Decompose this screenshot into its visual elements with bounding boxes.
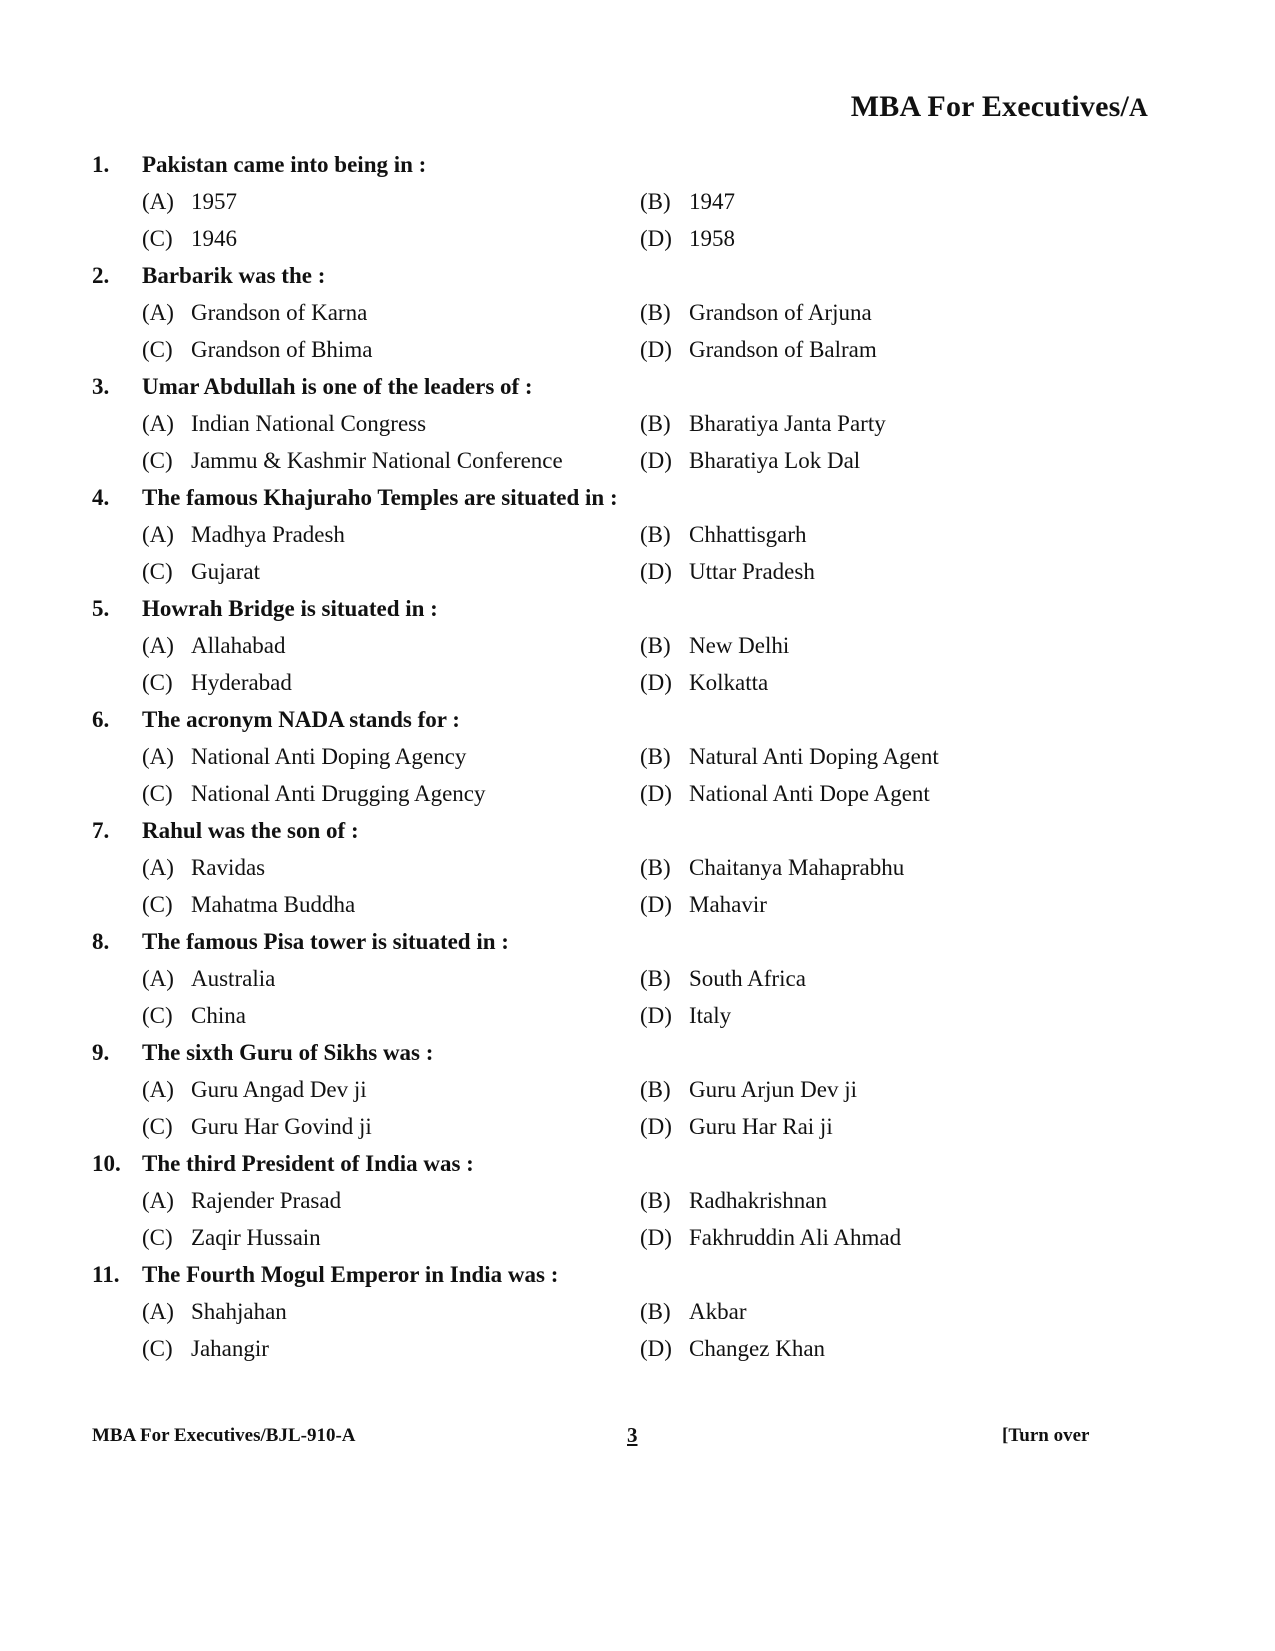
option-label: (B) bbox=[640, 189, 671, 214]
option-label: (C) bbox=[142, 781, 173, 806]
option-label: (C) bbox=[142, 1114, 173, 1139]
question-7 bbox=[0, 812, 1275, 923]
question-text: The Fourth Mogul Emperor in India was : bbox=[142, 1262, 559, 1287]
question-text: The sixth Guru of Sikhs was : bbox=[142, 1040, 434, 1065]
option-label: (C) bbox=[142, 892, 173, 917]
option-text: Chaitanya Mahaprabhu bbox=[689, 855, 905, 880]
option-label: (A) bbox=[142, 855, 174, 880]
question-text: The famous Pisa tower is situated in : bbox=[142, 929, 509, 954]
option-text: Uttar Pradesh bbox=[689, 559, 815, 584]
option-text: Chhattisgarh bbox=[689, 522, 807, 547]
question-1 bbox=[0, 146, 1275, 257]
option-text: Bharatiya Janta Party bbox=[689, 411, 886, 436]
question-text: Pakistan came into being in : bbox=[142, 152, 427, 177]
option-label: (A) bbox=[142, 189, 174, 214]
question-text: The third President of India was : bbox=[142, 1151, 474, 1176]
option-text: National Anti Dope Agent bbox=[689, 781, 930, 806]
question-9 bbox=[0, 1034, 1275, 1145]
option-label: (B) bbox=[640, 855, 671, 880]
question-text: The famous Khajuraho Temples are situated in : bbox=[142, 485, 618, 510]
footer-code: MBA For Executives/BJL-910-A bbox=[92, 1425, 356, 1446]
option-text: Guru Har Rai ji bbox=[689, 1114, 833, 1139]
turn-over-note: [Turn over bbox=[1002, 1425, 1090, 1446]
option-label: (B) bbox=[640, 744, 671, 769]
option-label: (D) bbox=[640, 1336, 672, 1361]
option-label: (C) bbox=[142, 1003, 173, 1028]
option-text: Fakhruddin Ali Ahmad bbox=[689, 1225, 902, 1250]
option-label: (A) bbox=[142, 522, 174, 547]
option-text: Australia bbox=[191, 966, 276, 991]
page-title bbox=[851, 90, 1148, 124]
option-text: 1957 bbox=[191, 189, 237, 214]
option-text: Ravidas bbox=[191, 855, 266, 880]
option-label: (C) bbox=[142, 1336, 173, 1361]
question-number: 6. bbox=[92, 707, 110, 732]
question-10 bbox=[0, 1145, 1275, 1256]
option-label: (D) bbox=[640, 781, 672, 806]
option-text: National Anti Drugging Agency bbox=[191, 781, 486, 806]
question-2 bbox=[0, 257, 1275, 368]
option-label: (B) bbox=[640, 966, 671, 991]
option-label: (B) bbox=[640, 300, 671, 325]
option-text: Jahangir bbox=[191, 1336, 269, 1361]
option-text: Shahjahan bbox=[191, 1299, 287, 1324]
option-label: (D) bbox=[640, 1114, 672, 1139]
option-label: (B) bbox=[640, 1299, 671, 1324]
option-text: Grandson of Arjuna bbox=[689, 300, 872, 325]
question-number: 9. bbox=[92, 1040, 110, 1065]
question-text: Barbarik was the : bbox=[142, 263, 326, 288]
question-number: 7. bbox=[92, 818, 110, 843]
question-text: Umar Abdullah is one of the leaders of : bbox=[142, 374, 533, 399]
question-number: 1. bbox=[92, 152, 110, 177]
question-11 bbox=[0, 1256, 1275, 1367]
option-label: (D) bbox=[640, 670, 672, 695]
option-text: Guru Arjun Dev ji bbox=[689, 1077, 858, 1102]
question-number: 4. bbox=[92, 485, 110, 510]
option-text: Radhakrishnan bbox=[689, 1188, 827, 1213]
option-text: Zaqir Hussain bbox=[191, 1225, 321, 1250]
option-text: Rajender Prasad bbox=[191, 1188, 342, 1213]
option-label: (B) bbox=[640, 1077, 671, 1102]
option-label: (D) bbox=[640, 892, 672, 917]
option-text: Hyderabad bbox=[191, 670, 292, 695]
question-text: The acronym NADA stands for : bbox=[142, 707, 460, 732]
option-label: (A) bbox=[142, 411, 174, 436]
option-text: Guru Angad Dev ji bbox=[191, 1077, 367, 1102]
option-text: Grandson of Balram bbox=[689, 337, 877, 362]
option-text: China bbox=[191, 1003, 246, 1028]
option-label: (C) bbox=[142, 670, 173, 695]
question-number: 2. bbox=[92, 263, 110, 288]
option-text: Changez Khan bbox=[689, 1336, 826, 1361]
option-label: (C) bbox=[142, 448, 173, 473]
title-suffix: A bbox=[1129, 93, 1148, 122]
question-4 bbox=[0, 479, 1275, 590]
option-text: Grandson of Karna bbox=[191, 300, 368, 325]
question-number: 11. bbox=[92, 1262, 120, 1287]
option-label: (A) bbox=[142, 300, 174, 325]
title-main: MBA For Executives/ bbox=[850, 90, 1130, 123]
question-number: 10. bbox=[92, 1151, 121, 1176]
option-text: Madhya Pradesh bbox=[191, 522, 345, 547]
option-text: 1946 bbox=[191, 226, 237, 251]
question-text: Howrah Bridge is situated in : bbox=[142, 596, 438, 621]
option-label: (D) bbox=[640, 337, 672, 362]
question-number: 3. bbox=[92, 374, 110, 399]
page-number: 3 bbox=[627, 1423, 638, 1447]
option-label: (A) bbox=[142, 1077, 174, 1102]
option-label: (B) bbox=[640, 522, 671, 547]
option-text: Natural Anti Doping Agent bbox=[689, 744, 939, 769]
option-label: (C) bbox=[142, 1225, 173, 1250]
option-text: Indian National Congress bbox=[191, 411, 427, 436]
question-3 bbox=[0, 368, 1275, 479]
question-list bbox=[0, 146, 1275, 1367]
option-label: (D) bbox=[640, 448, 672, 473]
option-text: Allahabad bbox=[191, 633, 286, 658]
option-text: Guru Har Govind ji bbox=[191, 1114, 372, 1139]
option-label: (B) bbox=[640, 1188, 671, 1213]
option-label: (D) bbox=[640, 559, 672, 584]
question-8 bbox=[0, 923, 1275, 1034]
option-text: National Anti Doping Agency bbox=[191, 744, 467, 769]
question-number: 5. bbox=[92, 596, 110, 621]
option-label: (A) bbox=[142, 633, 174, 658]
option-text: Jammu & Kashmir National Conference bbox=[191, 448, 563, 473]
option-text: Kolkatta bbox=[689, 670, 769, 695]
option-text: South Africa bbox=[689, 966, 806, 991]
option-label: (C) bbox=[142, 559, 173, 584]
option-text: New Delhi bbox=[689, 633, 790, 658]
option-label: (D) bbox=[640, 1225, 672, 1250]
option-label: (D) bbox=[640, 1003, 672, 1028]
option-label: (D) bbox=[640, 226, 672, 251]
question-number: 8. bbox=[92, 929, 110, 954]
option-text: Bharatiya Lok Dal bbox=[689, 448, 861, 473]
option-text: Mahavir bbox=[689, 892, 767, 917]
option-label: (B) bbox=[640, 633, 671, 658]
option-text: Grandson of Bhima bbox=[191, 337, 373, 362]
option-label: (B) bbox=[640, 411, 671, 436]
option-label: (C) bbox=[142, 226, 173, 251]
option-label: (A) bbox=[142, 966, 174, 991]
option-label: (C) bbox=[142, 337, 173, 362]
question-5 bbox=[0, 590, 1275, 701]
option-text: 1947 bbox=[689, 189, 735, 214]
question-6 bbox=[0, 701, 1275, 812]
option-label: (A) bbox=[142, 1188, 174, 1213]
question-text: Rahul was the son of : bbox=[142, 818, 359, 843]
option-text: 1958 bbox=[689, 226, 735, 251]
option-text: Italy bbox=[689, 1003, 732, 1028]
option-label: (A) bbox=[142, 744, 174, 769]
option-text: Mahatma Buddha bbox=[191, 892, 356, 917]
option-text: Akbar bbox=[689, 1299, 747, 1324]
option-text: Gujarat bbox=[191, 559, 260, 584]
option-label: (A) bbox=[142, 1299, 174, 1324]
